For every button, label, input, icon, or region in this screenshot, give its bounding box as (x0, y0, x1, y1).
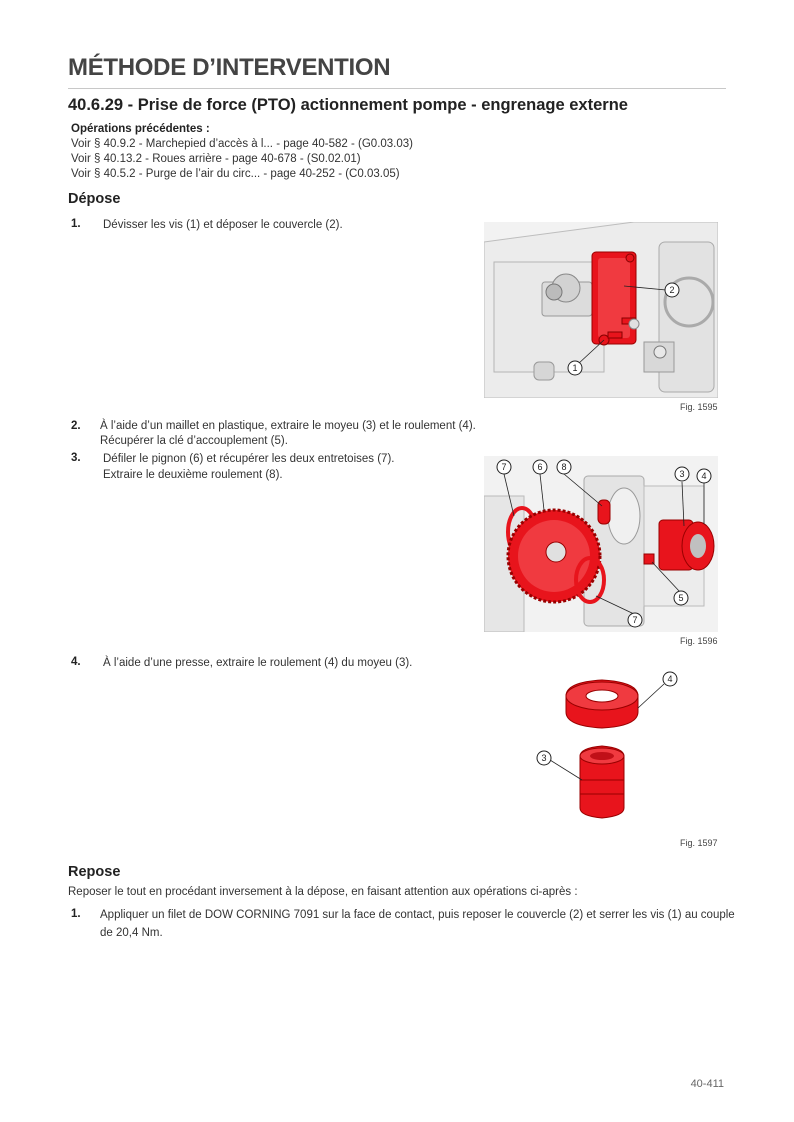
callout (674, 591, 688, 605)
section-title-depose: Dépose (68, 191, 121, 207)
step-number: 1. (71, 908, 81, 920)
step-number: 1. (71, 218, 81, 230)
svg-text:1: 1 (572, 363, 578, 373)
callout (628, 613, 642, 627)
svg-text:5: 5 (678, 593, 684, 603)
repose-intro: Reposer le tout en procédant inversement à la dépose, en faisant attention aux opérations ci-après : (68, 886, 578, 898)
callout (697, 469, 711, 483)
figure-caption: Fig. 1595 (680, 402, 718, 412)
header-divider (68, 88, 726, 89)
step-text: Défiler le pignon (6) et récupérer les deux entretoises (7). (103, 453, 395, 465)
previous-op-link[interactable]: Voir § 40.5.2 - Purge de l’air du circ... - page 40-252 - (C0.03.05) (71, 168, 400, 180)
svg-text:7: 7 (632, 615, 638, 625)
section-title-repose: Repose (68, 864, 121, 880)
step-text: Récupérer la clé d’accouplement (5). (100, 435, 288, 447)
page-number: 40-411 (690, 1078, 724, 1090)
callout (665, 283, 679, 297)
figure-1597-illustration (530, 668, 700, 828)
figure-caption: Fig. 1597 (680, 838, 718, 848)
previous-ops-title: Opérations précédentes : (71, 123, 210, 135)
callout (557, 460, 571, 474)
figure-caption: Fig. 1596 (680, 636, 718, 646)
previous-op-link[interactable]: Voir § 40.13.2 - Roues arrière - page 40-678 - (S0.02.01) (71, 153, 361, 165)
svg-text:8: 8 (561, 462, 567, 472)
figure-1595-illustration (484, 222, 718, 398)
step-text: Appliquer un filet de DOW CORNING 7091 sur la face de contact, puis reposer le couvercle (2) et serrer les vis (1) au couple (100, 909, 735, 921)
previous-op-link[interactable]: Voir § 40.9.2 - Marchepied d’accès à l... - page 40-582 - (G0.03.03) (71, 138, 413, 150)
page-header-title: MÉTHODE D’INTERVENTION (68, 54, 391, 81)
step-number: 3. (71, 452, 81, 464)
svg-text:4: 4 (701, 471, 707, 481)
svg-text:6: 6 (537, 462, 543, 472)
callout (568, 361, 582, 375)
figure-1596-illustration (484, 456, 718, 632)
step-number: 2. (71, 420, 81, 432)
step-text: Extraire le deuxième roulement (8). (103, 469, 283, 481)
svg-text:2: 2 (669, 285, 675, 295)
callout (663, 672, 677, 686)
step-text: À l’aide d’une presse, extraire le roulement (4) du moyeu (3). (103, 657, 413, 669)
step-text: Dévisser les vis (1) et déposer le couvercle (2). (103, 219, 343, 231)
svg-text:3: 3 (541, 753, 547, 763)
step-text: de 20,4 Nm. (100, 927, 163, 939)
callout (675, 467, 689, 481)
procedure-title: 40.6.29 - Prise de force (PTO) actionnement pompe - engrenage externe (68, 96, 628, 114)
svg-text:4: 4 (667, 674, 673, 684)
step-text: À l’aide d’un maillet en plastique, extraire le moyeu (3) et le roulement (4). (100, 420, 476, 432)
svg-text:7: 7 (501, 462, 507, 472)
callout (537, 751, 551, 765)
svg-text:3: 3 (679, 469, 685, 479)
step-number: 4. (71, 656, 81, 668)
callout (533, 460, 547, 474)
callout (497, 460, 511, 474)
